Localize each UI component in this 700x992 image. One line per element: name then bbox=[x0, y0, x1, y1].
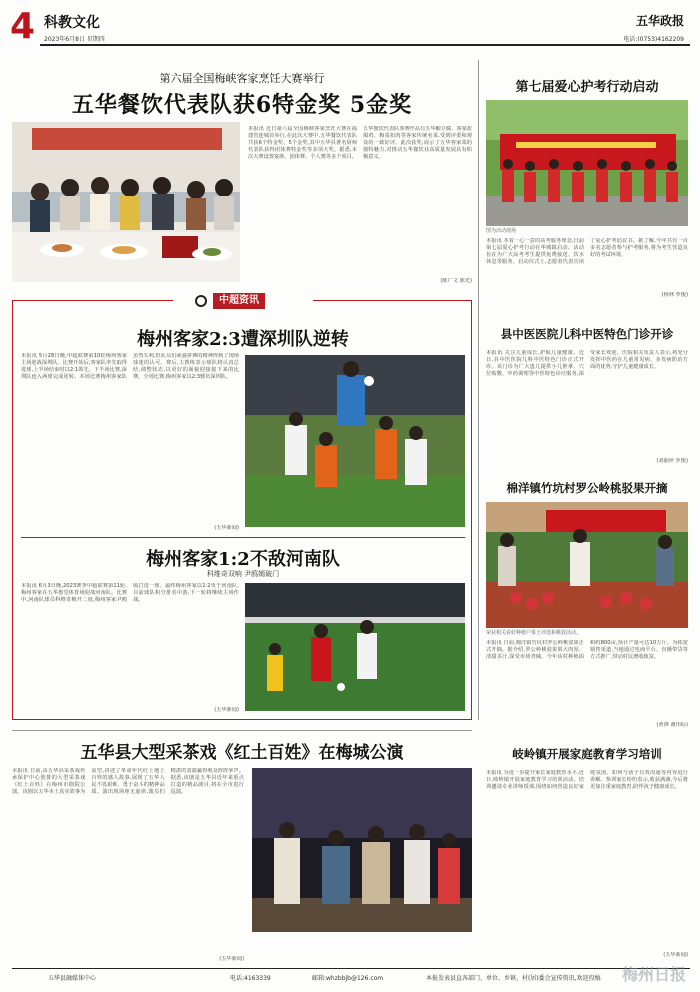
soccer-ball-icon bbox=[195, 295, 207, 307]
masthead bbox=[10, 8, 690, 50]
hospital-story-title: 县中医医院儿科中医特色门诊开诊 bbox=[500, 327, 674, 341]
sports2-photo bbox=[245, 583, 465, 711]
footer-phone: 电话:4163339 bbox=[230, 975, 271, 982]
harvest-photo-illustration bbox=[486, 502, 688, 628]
top-story-body: 本报讯 近日第六届全国梅峡客家烹饪大赛在福建省连城县举行,在此次大赛中,五华餐饮代表队共获6个特金奖、5个金奖,其中五华县著名厨师代表队获得团体赛特金奖等多项大奖。据悉,本次大赛设置宴席、团体赛、个人赛等多个项目。五华餐饮代表队参赛作品有五华酿豆腐、客家盐焗鸡、梅菜扣肉等客家传统名菜,受到评委和观众的一致好评。此次获奖,展示了五华客家菜的独特魅力,对推动五华餐饮业高质量发展具有积极意义。 bbox=[248, 126, 472, 160]
column-divider bbox=[478, 60, 479, 720]
opera-stage-photo-illustration bbox=[252, 768, 472, 932]
photo-story-caption: 图为活动现场 bbox=[486, 228, 517, 234]
sports-banner-label: 中超资讯 bbox=[213, 293, 265, 309]
tea-story-body: 本报讯 日前,由五华县采茶戏传承保护中心创排的大型采茶戏《红土百姓》在梅州市剧院公演。该剧以五华本土真实故事为原型,讲述了革命年代红土地上百姓的感人故事,展现了五华人民不畏艰难、勇于奋斗的精神品质。演出现场座无虚席,演员们精湛的表演赢得观众阵阵掌声。据悉,该剧是五华县近年来重点打造的精品剧目,将在全市进行巡演。 bbox=[12, 768, 244, 795]
photo-story-title: 第七届爱心护考行动启动 bbox=[515, 80, 659, 95]
tea-story bbox=[12, 736, 472, 968]
top-story-kicker: 第六届全国梅峡客家烹饪大赛举行 bbox=[159, 72, 325, 85]
sports1-body: 本报讯 5月28日晚,中超联赛第10轮梅州客家主场迎战深圳队。比赛开始后,客家队率先取得进球,上半场结束时以2:1领先。下半场比赛,深圳队连入两球完成逆转。本场比赛梅州客家队虽然失利,但队员们顽强拼搏的精神得到了现场球迷的认可。赛后,主教练表示球队将认真总结,调整状态,以更好的面貌迎接接下来的比赛。全场比赛,梅州客家以2:3憾负深圳队。 bbox=[21, 353, 239, 380]
family-story-body: 本报讯 为进一步提升家长家庭教育水平,近日,岐岭镇开展家庭教育学习培训活动。培训邀请专业讲师授课,围绕如何营造良好家庭氛围、如何与孩子有效沟通等内容进行讲解。参训家长纷纷表示,收获满满,今后将更加注重家庭教育,陪伴孩子健康成长。 bbox=[486, 770, 688, 790]
lychee-story-caption: 荣获相关看好种植户果王评选和桃驳活动。 bbox=[486, 630, 582, 636]
sports2-title: 梅州客家1:2不敌河南队 bbox=[146, 549, 340, 570]
family-story bbox=[484, 742, 690, 968]
sports-banner bbox=[173, 293, 313, 309]
banquet-photo-illustration bbox=[12, 122, 240, 282]
section-name: 科教文化 bbox=[44, 15, 100, 31]
sports-divider bbox=[21, 537, 465, 538]
lychee-story-title: 棉洋镇竹坑村罗公岭桃驳果开摘 bbox=[506, 481, 668, 495]
lychee-story-photo bbox=[486, 502, 688, 628]
sports1-title: 梅州客家2:3遭深圳队逆转 bbox=[137, 329, 349, 350]
watermark: 梅州日报 bbox=[621, 965, 686, 984]
tea-story-title: 五华县大型采茶戏《红土百姓》在梅城公演 bbox=[80, 743, 404, 763]
tea-story-byline: (五华新闻) bbox=[219, 956, 244, 962]
goalkeeper-photo-illustration bbox=[245, 355, 465, 527]
hospital-story bbox=[484, 318, 690, 468]
top-story-title: 五华餐饮代表队获6特金奖 5金奖 bbox=[71, 92, 413, 118]
top-story-byline: (陈广文 陈光) bbox=[440, 278, 472, 284]
family-story-byline: (五华新闻) bbox=[663, 952, 688, 958]
top-story-photo bbox=[12, 122, 240, 282]
sports2-body: 本报讯 6月3日晚,2023赛季中超联赛第11轮,梅州客家在五华惠堂体育场迎战河南队。比赛中,河南队球员科维奇梅开二度,梅州客家尹鸥嫣打进一球。最终梅州客家以1:2负于河南队,目前球队积分排名中游,下一轮将继续主场作战。 bbox=[21, 583, 239, 603]
photo-story-photo bbox=[486, 100, 688, 226]
top-story bbox=[12, 68, 472, 290]
footer-note: 本报发表县直各部门、单位、乡镇、村(居)委会宣传资讯,欢迎投稿 bbox=[426, 975, 601, 982]
footer-email: 邮箱:whzbbjb@126.com bbox=[312, 975, 384, 982]
lychee-story bbox=[484, 474, 690, 734]
photo-story bbox=[484, 70, 690, 302]
sports-box bbox=[12, 295, 472, 720]
paper-name: 五华政报 bbox=[635, 14, 684, 28]
section-rule bbox=[12, 730, 472, 731]
footer bbox=[12, 971, 690, 987]
ceremony-photo-illustration bbox=[486, 100, 688, 226]
photo-story-body: 本报讯 本着一心一意的高考服务理念,日前第七届爱心护考行动在华城镇启动。活动旨在为广大高考考生提供免费接送、饮水休息等服务。启动仪式上,志愿者代表宣读了爱心护考倡议书。据了解,今年共有一百多名志愿者参与护考服务,将为考生营造良好的考试环境。 bbox=[486, 238, 688, 265]
photo-story-byline: (杨林 罗俊) bbox=[661, 292, 688, 298]
masthead-phone: 电话:(0753)4162209 bbox=[623, 36, 684, 43]
tea-story-photo bbox=[252, 768, 472, 932]
footer-publisher: 五华县融媒体中心 bbox=[48, 975, 97, 982]
sports2-subtitle: 科维奇双响 尹鸥嫣破门 bbox=[206, 570, 280, 578]
match-photo-illustration bbox=[245, 583, 465, 711]
hospital-story-byline: (刘丽萍 罗俊) bbox=[656, 458, 688, 464]
lychee-story-byline: (黄锋 谢伟标) bbox=[656, 722, 688, 728]
issue-date: 2023年6月8日 星期四 bbox=[44, 36, 105, 43]
sports1-photo bbox=[245, 355, 465, 527]
masthead-rule bbox=[40, 44, 690, 46]
sports2-byline: (五华新闻) bbox=[214, 707, 239, 713]
footer-rule bbox=[12, 968, 690, 969]
family-story-title: 岐岭镇开展家庭教育学习培训 bbox=[512, 747, 662, 761]
hospital-story-body: 本报讯 关注儿童成长,护航儿童健康。近日,县中医医院儿科中医特色门诊正式开诊。该门诊为广大患儿提供小儿推拿、穴位贴敷、中药调理等中医特色诊疗服务,深受家长欢迎。医院相关负责人表示,将充分发挥中医药在儿童常见病、多发病防治方面的优势,守护儿童健康成长。 bbox=[486, 350, 688, 377]
sports1-byline: (五华新闻) bbox=[214, 525, 239, 531]
lychee-story-body: 本报讯 日前,棉洋镇竹坑村罗公岭桃驳果正式开摘。据介绍,罗公岭桃驳果果大肉厚、清甜多汁,深受市场青睐。今年该村种植面积约800亩,预计产量可达10万斤。为拓宽销售渠道,当地通过电商平台、直播带货等方式推广,带动村民增收致富。 bbox=[486, 640, 688, 660]
page-number: 4 bbox=[10, 6, 36, 47]
